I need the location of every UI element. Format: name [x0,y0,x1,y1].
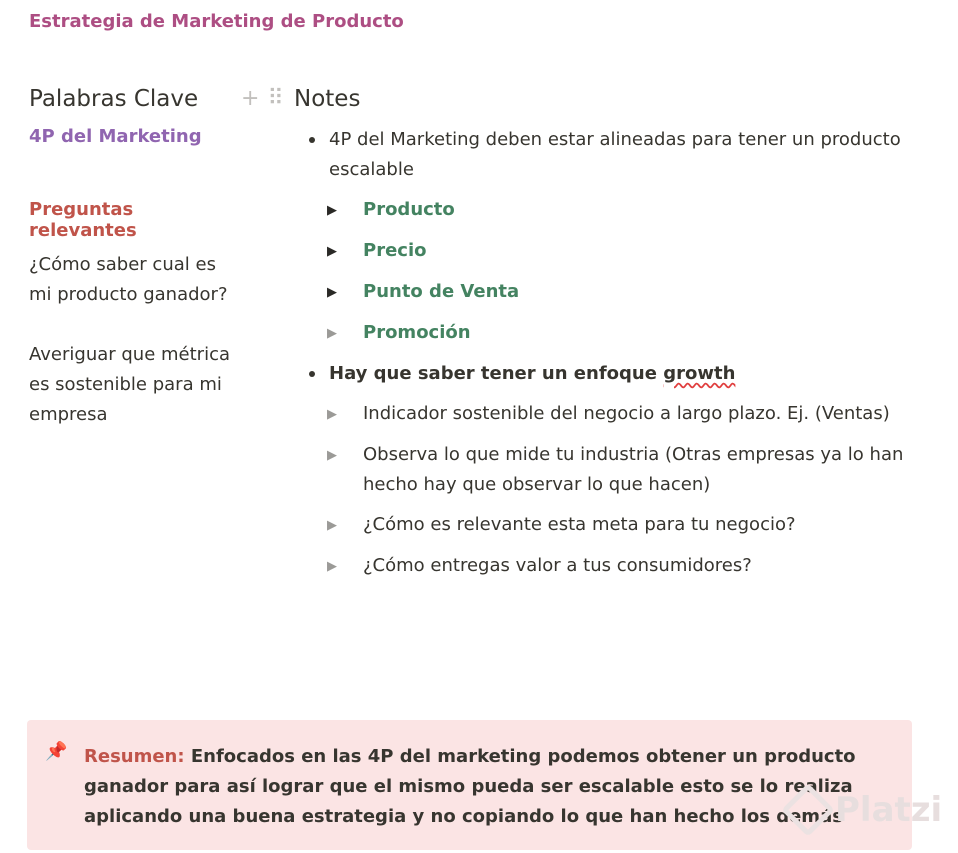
misspelled-word: growth [663,363,736,384]
bullet-icon [294,125,329,185]
keywords-heading: Palabras Clave [29,86,199,112]
watermark-text: Platzi [835,790,943,830]
toggle-triangle-icon[interactable]: ▶ [327,518,337,533]
notes-column [294,84,904,582]
toggle-triangle-icon[interactable]: ▶ [327,407,337,422]
toggle-label: Promoción [363,322,471,343]
toggle-label: Punto de Venta [363,281,520,302]
list-item [294,359,904,582]
callout-text [84,742,884,832]
toggle-label: Observa lo que mide tu industria (Otras empresas ya lo han hecho hay que observar lo que hacen) [363,444,904,495]
platzi-watermark [789,790,942,830]
toggle-triangle-icon[interactable]: ▶ [327,244,337,259]
toggle-item[interactable] [327,277,904,308]
keyword-4p: 4P del Marketing [29,126,202,147]
keywords-column [29,84,239,430]
toggle-label: Precio [363,240,427,261]
summary-callout [27,720,912,850]
pushpin-icon: 📌 [45,741,68,762]
toggle-item[interactable] [327,551,904,582]
toggle-triangle-icon[interactable]: ▶ [327,559,337,574]
toggle-item[interactable] [327,440,904,500]
list-item [294,125,904,349]
bullet-text: Hay que saber tener un enfoque growth [329,363,736,384]
notes-heading: Notes [294,86,361,112]
toggle-label: ¿Cómo entregas valor a tus consumidores? [363,555,752,576]
question-1: ¿Cómo saber cual es mi producto ganador? [29,254,228,305]
toggle-triangle-icon[interactable]: ▶ [327,326,337,341]
block-tools [241,86,284,111]
callout-body: Enfocados en las 4P del marketing podemos obtener un producto ganador para así lograr que el mismo pueda ser escalable esto se lo realiza aplicando una buena estrategia y no copiando lo que han hecho los demás [84,746,856,827]
toggle-label: Indicador sostenible del negocio a largo plazo. Ej. (Ventas) [363,403,890,424]
page-title: Estrategia de Marketing de Producto [29,11,404,32]
toggle-item[interactable] [327,510,904,541]
toggle-item[interactable] [327,399,904,430]
platzi-logo-icon [781,783,835,837]
toggle-item[interactable] [327,318,904,349]
add-block-icon[interactable]: + [241,86,260,111]
bullet-icon [294,359,329,389]
drag-handle-icon[interactable]: ⠿ [267,86,284,111]
questions-heading: Preguntas relevantes [29,199,137,241]
toggle-item[interactable] [327,195,904,226]
toggle-triangle-icon[interactable]: ▶ [327,285,337,300]
toggle-label: Producto [363,199,455,220]
callout-label: Resumen: [84,746,185,767]
bullet-text: 4P del Marketing deben estar alineadas para tener un producto escalable [329,129,901,180]
question-2: Averiguar que métrica es sostenible para mi empresa [29,344,230,425]
toggle-label: ¿Cómo es relevante esta meta para tu negocio? [363,514,796,535]
toggle-triangle-icon[interactable]: ▶ [327,448,337,463]
toggle-item[interactable] [327,236,904,267]
toggle-triangle-icon[interactable]: ▶ [327,203,337,218]
